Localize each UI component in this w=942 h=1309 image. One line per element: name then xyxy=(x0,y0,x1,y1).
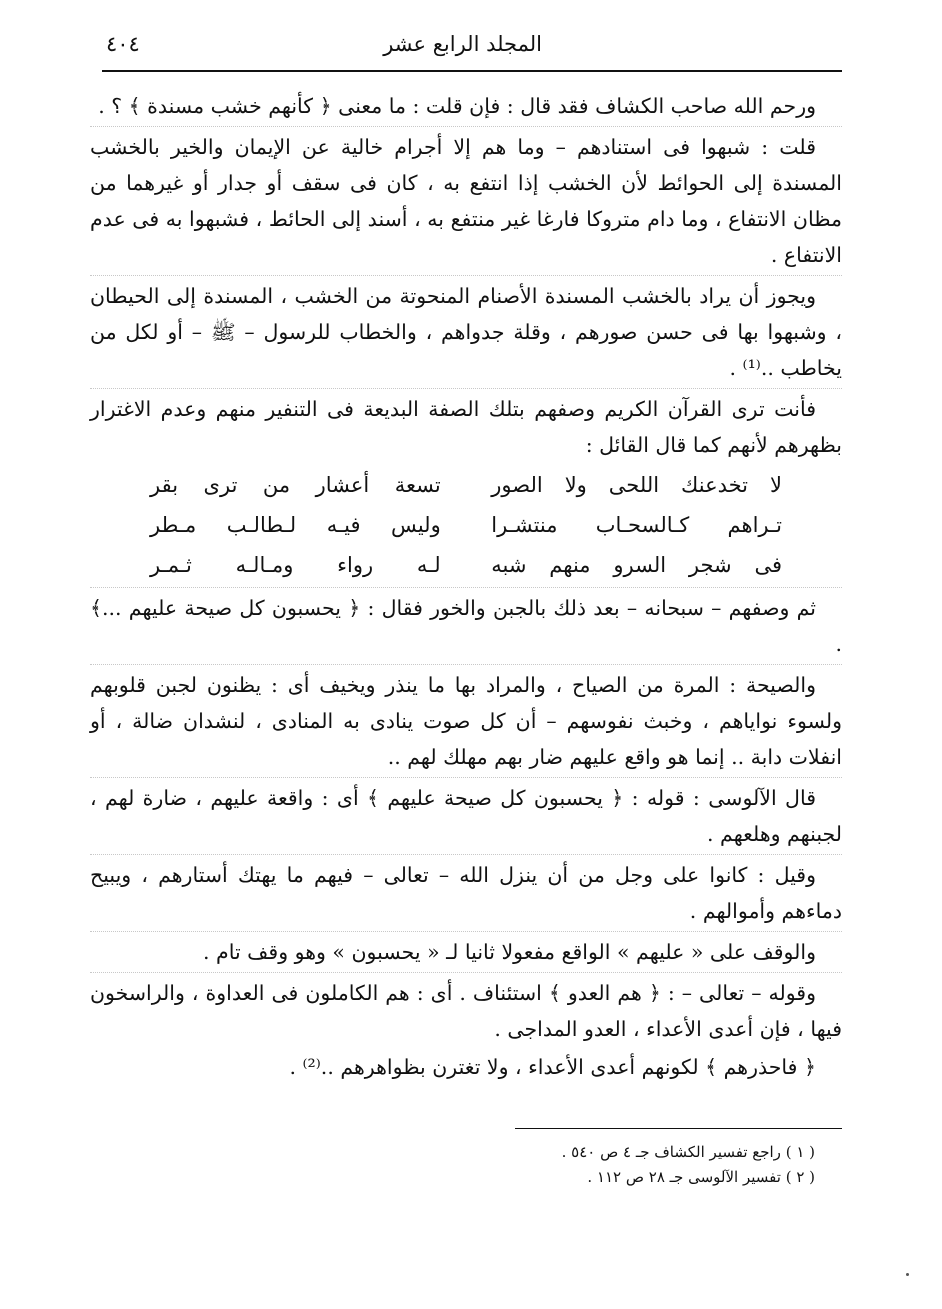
poem-verse xyxy=(90,465,842,505)
poem-hemistich: وليس فيـه لـطالـب مـطر xyxy=(150,513,441,537)
paragraph: والصيحة : المرة من الصياح ، والمراد بها ما ينذر ويخيف أى : يظنون لجبن قلوبهم ولسوء نواياهم ، وخبث نفوسهم – أن كل صوت ينادى به المنادى ، لنشدان ضالة ، أو انفلات دابة .. إنما هو واقع عليهم ضار بهم مهلك لهم .. xyxy=(90,664,842,775)
paragraph: ورحم الله صاحب الكشاف فقد قال : فإن قلت : ما معنى ﴿ كأنهم خشب مسندة ﴾ ؟ . xyxy=(98,94,816,118)
poem-hemistich: تسعة أعشار من ترى بقر xyxy=(150,473,441,497)
footnote: ( ٢ ) تفسير الآلوسى جـ ٢٨ ص ١١٢ . xyxy=(587,1168,815,1186)
poem-verse xyxy=(90,505,842,545)
page-number: ٤٠٤ xyxy=(106,32,140,56)
paragraph: ﴿ فاحذرهم ﴾ لكونهم أعدى الأعداء ، ولا تغترن بظواهرهم ..⁽²⁾ . xyxy=(289,1055,816,1079)
paragraph: وقيل : كانوا على وجل من أن ينزل الله – تعالى – فيهم ما يهتك أستارهم ، ويبيح دماءهم وأموالهم . xyxy=(90,854,842,929)
paragraph: ويجوز أن يراد بالخشب المسندة الأصنام المنحوتة من الخشب ، المسندة إلى الحيطان ، وشبهوا بها فى حسن صورهم ، وقلة جدواهم ، والخطاب للرسول – ﷺ – أو لكل من يخاطب ..⁽¹⁾ . xyxy=(90,275,842,386)
header-divider xyxy=(102,70,842,72)
poem xyxy=(90,465,842,585)
paragraph: وقوله – تعالى – : ﴿ هم العدو ﴾ استئناف . أى : هم الكاملون فى العداوة ، والراسخون فيها ، فإن أعدى الأعداء ، العدو المداجى . xyxy=(90,972,842,1047)
scan-speck xyxy=(906,1273,909,1276)
paragraph: ثم وصفهم – سبحانه – بعد ذلك بالجبن والخور فقال : ﴿ يحسبون كل صيحة عليهم ...﴾ . xyxy=(90,587,842,662)
poem-verse xyxy=(90,545,842,585)
footnote: ( ١ ) راجع تفسير الكشاف جـ ٤ ص ٥٤٠ . xyxy=(561,1143,815,1161)
poem-hemistich: لـه رواء ومـالـه ثـمـر xyxy=(150,553,441,577)
footnotes xyxy=(420,1140,815,1190)
paragraph: قلت : شبهوا فى استنادهم – وما هم إلا أجرام خالية عن الإيمان والخير بالخشب المسندة إلى الحوائط لأن الخشب إذا انتفع به ، كان فى سقف أو جدار أو غيرهما من مظان الانتفاع ، وما دام متروكا فارغا غير منتفع به ، أسند إلى الحائط ، فشبهوا به فى عدم الانتفاع . xyxy=(90,126,842,273)
paragraph: والوقف على « عليهم » الواقع مفعولا ثانيا لـ « يحسبون » وهو وقف تام . xyxy=(90,931,842,970)
page-header xyxy=(102,26,842,70)
main-text xyxy=(90,88,842,1087)
poem-hemistich: لا تخدعنك اللحى ولا الصور xyxy=(491,473,782,497)
paragraph: قال الآلوسى : قوله : ﴿ يحسبون كل صيحة عليهم ﴾ أى : واقعة عليهم ، ضارة لهم ، لجبنهم وهلعهم . xyxy=(90,777,842,852)
poem-hemistich: تـراهم كـالسحـاب منتشـرا xyxy=(491,513,782,537)
footnote-divider xyxy=(515,1128,842,1129)
poem-hemistich: فى شجر السرو منهم شبه xyxy=(491,553,782,577)
paragraph: فأنت ترى القرآن الكريم وصفهم بتلك الصفة البديعة فى التنفير منهم وعدم الاغترار بظهرهم لأنهم كما قال القائل : xyxy=(90,388,842,463)
volume-title: المجلد الرابع عشر xyxy=(383,32,542,56)
